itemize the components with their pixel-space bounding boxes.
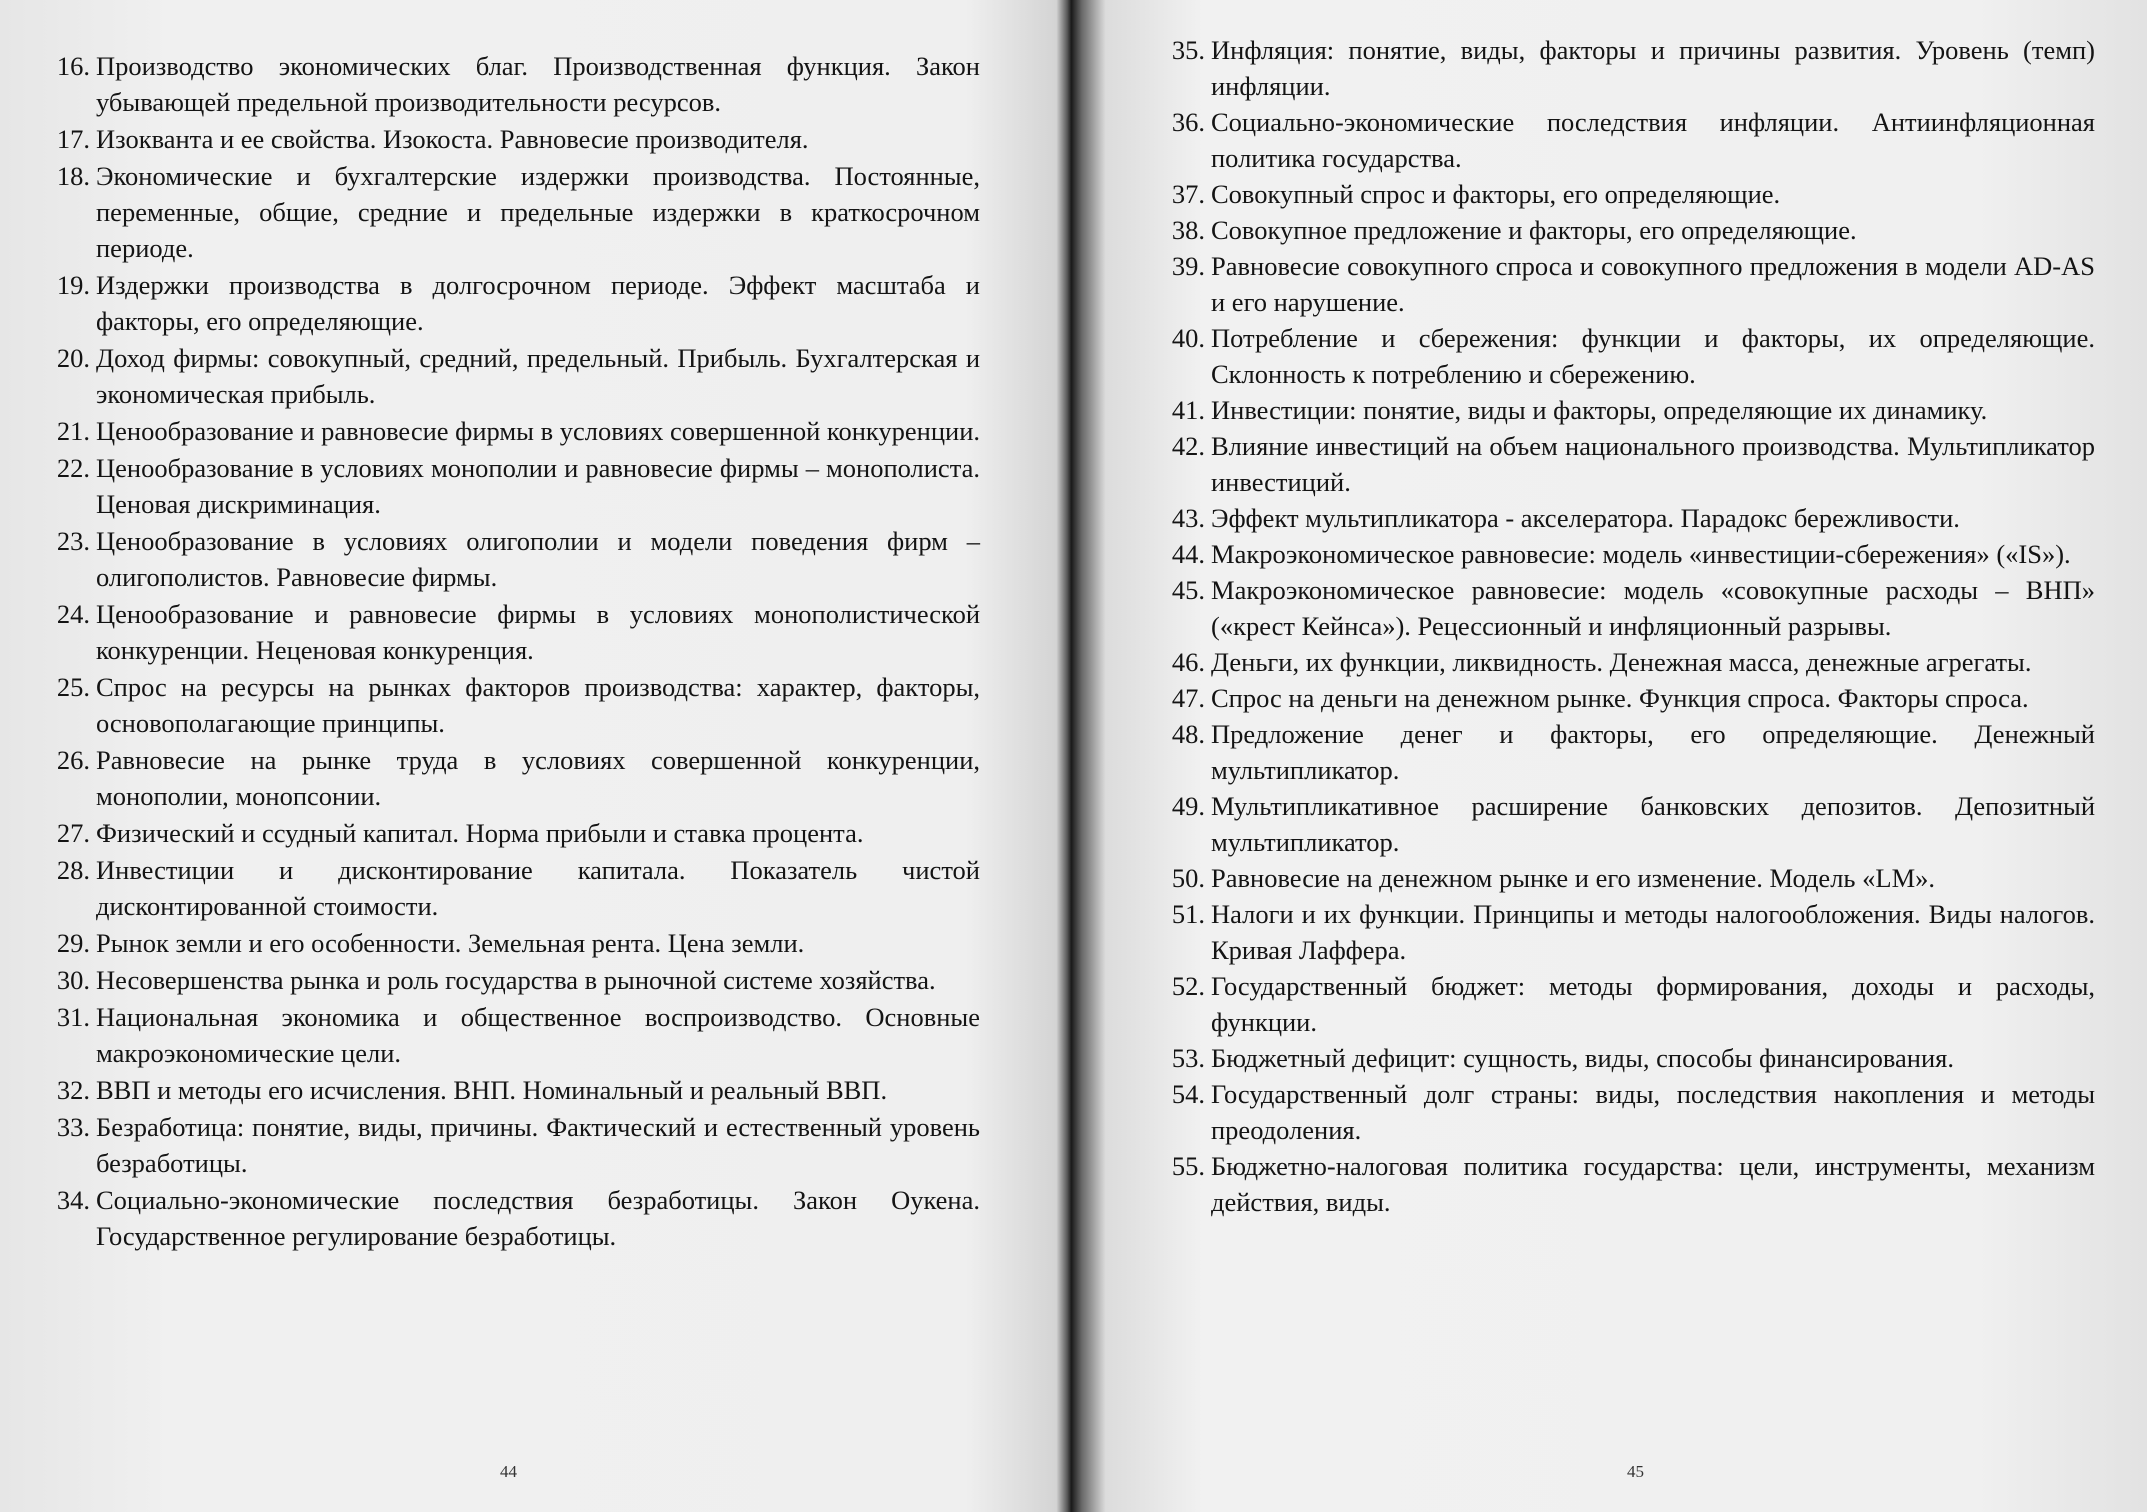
item-text: Государственный бюджет: методы формирования, доходы и расходы, функции. xyxy=(1211,971,2095,1037)
item-text: Равновесие совокупного спроса и совокупного предложения в модели AD-AS и его нарушение. xyxy=(1211,251,2095,317)
item-text: Социально-экономические последствия инфляции. Антиинфляционная политика государства. xyxy=(1211,107,2095,173)
item-number: 43. xyxy=(1171,503,1205,533)
item-text: Ценообразование в условиях монополии и равновесие фирмы – монополиста. Ценовая дискриминация. xyxy=(96,453,980,519)
list-item xyxy=(40,158,980,266)
list-item xyxy=(1155,536,2095,572)
item-text: Предложение денег и факторы, его определяющие. Денежный мультипликатор. xyxy=(1211,719,2095,785)
item-text: Рынок земли и его особенности. Земельная рента. Цена земли. xyxy=(96,928,805,958)
item-number: 27. xyxy=(56,818,90,848)
item-text: ВВП и методы его исчисления. ВНП. Номинальный и реальный ВВП. xyxy=(96,1075,888,1105)
list-item xyxy=(1155,212,2095,248)
item-text: Налоги и их функции. Принципы и методы налогообложения. Виды налогов. Кривая Лаффера. xyxy=(1211,899,2095,965)
item-text: Ценообразование и равновесие фирмы в условиях монополистической конкуренции. Неценовая конкуренция. xyxy=(96,599,980,665)
item-number: 25. xyxy=(56,672,90,702)
right-question-list xyxy=(1155,32,2095,1220)
item-number: 17. xyxy=(56,124,90,154)
item-number: 48. xyxy=(1171,719,1205,749)
list-item xyxy=(40,962,980,998)
item-text: Безработица: понятие, виды, причины. Фактический и естественный уровень безработицы. xyxy=(96,1112,980,1178)
item-text: Мультипликативное расширение банковских депозитов. Депозитный мультипликатор. xyxy=(1211,791,2095,857)
right-page xyxy=(1085,0,2147,1512)
list-item xyxy=(40,742,980,814)
item-number: 54. xyxy=(1171,1079,1205,1109)
item-number: 26. xyxy=(56,745,90,775)
list-item xyxy=(1155,896,2095,968)
item-text: Национальная экономика и общественное воспроизводство. Основные макроэкономические цели. xyxy=(96,1002,980,1068)
item-number: 16. xyxy=(56,51,90,81)
item-text: Влияние инвестиций на объем национального производства. Мультипликатор инвестиций. xyxy=(1211,431,2095,497)
item-text: Несовершенства рынка и роль государства в рыночной системе хозяйства. xyxy=(96,965,936,995)
item-text: Ценообразование и равновесие фирмы в условиях совершенной конкуренции. xyxy=(96,416,981,446)
item-number: 47. xyxy=(1171,683,1205,713)
right-page-number: 45 xyxy=(1627,1462,1644,1481)
list-item xyxy=(1155,176,2095,212)
list-item xyxy=(1155,428,2095,500)
item-text: Доход фирмы: совокупный, средний, предельный. Прибыль. Бухгалтерская и экономическая прибыль. xyxy=(96,343,980,409)
item-number: 24. xyxy=(56,599,90,629)
item-number: 19. xyxy=(56,270,90,300)
item-number: 22. xyxy=(56,453,90,483)
item-text: Макроэкономическое равновесие: модель «совокупные расходы – ВНП» («крест Кейнса»). Рецессионный и инфляционный разрывы. xyxy=(1211,575,2095,641)
item-text: Инфляция: понятие, виды, факторы и причины развития. Уровень (темп) инфляции. xyxy=(1211,35,2095,101)
list-item xyxy=(40,267,980,339)
list-item xyxy=(40,925,980,961)
item-number: 29. xyxy=(56,928,90,958)
list-item xyxy=(40,450,980,522)
list-item xyxy=(40,1072,980,1108)
item-number: 44. xyxy=(1171,539,1205,569)
item-text: Спрос на ресурсы на рынках факторов производства: характер, факторы, основополагающие принципы. xyxy=(96,672,980,738)
item-number: 51. xyxy=(1171,899,1205,929)
item-text: Бюджетно-налоговая политика государства: цели, инструменты, механизм действия, виды. xyxy=(1211,1151,2095,1217)
list-item xyxy=(1155,788,2095,860)
item-number: 45. xyxy=(1171,575,1205,605)
item-text: Ценообразование в условиях олигополии и модели поведения фирм – олигополистов. Равновесие фирмы. xyxy=(96,526,980,592)
item-text: Издержки производства в долгосрочном периоде. Эффект масштаба и факторы, его определяющие. xyxy=(96,270,980,336)
item-number: 41. xyxy=(1171,395,1205,425)
item-text: Производство экономических благ. Производственная функция. Закон убывающей предельной производительности ресурсов. xyxy=(96,51,980,117)
item-number: 46. xyxy=(1171,647,1205,677)
item-number: 31. xyxy=(56,1002,90,1032)
list-item xyxy=(40,523,980,595)
left-page-number: 44 xyxy=(500,1462,517,1481)
item-number: 40. xyxy=(1171,323,1205,353)
item-number: 34. xyxy=(56,1185,90,1215)
list-item xyxy=(40,340,980,412)
list-item xyxy=(1155,716,2095,788)
left-page xyxy=(0,0,1060,1512)
item-number: 55. xyxy=(1171,1151,1205,1181)
item-text: Физический и ссудный капитал. Норма прибыли и ставка процента. xyxy=(96,818,864,848)
list-item xyxy=(1155,644,2095,680)
item-text: Спрос на деньги на денежном рынке. Функция спроса. Факторы спроса. xyxy=(1211,683,2029,713)
item-text: Равновесие на рынке труда в условиях совершенной конкуренции, монополии, монопсонии. xyxy=(96,745,980,811)
item-number: 37. xyxy=(1171,179,1205,209)
list-item xyxy=(1155,500,2095,536)
list-item xyxy=(1155,104,2095,176)
list-item xyxy=(1155,572,2095,644)
item-number: 52. xyxy=(1171,971,1205,1001)
item-number: 28. xyxy=(56,855,90,885)
list-item xyxy=(1155,860,2095,896)
item-number: 21. xyxy=(56,416,90,446)
item-text: Совокупный спрос и факторы, его определяющие. xyxy=(1211,179,1781,209)
list-item xyxy=(1155,320,2095,392)
list-item xyxy=(40,669,980,741)
list-item xyxy=(40,596,980,668)
list-item xyxy=(40,1109,980,1181)
list-item xyxy=(40,413,980,449)
item-text: Экономические и бухгалтерские издержки производства. Постоянные, переменные, общие, средние и предельные издержки в краткосрочном периоде. xyxy=(96,161,980,263)
item-text: Макроэкономическое равновесие: модель «инвестиции-сбережения» («IS»). xyxy=(1211,539,2071,569)
item-text: Изокванта и ее свойства. Изокоста. Равновесие производителя. xyxy=(96,124,809,154)
item-text: Совокупное предложение и факторы, его определяющие. xyxy=(1211,215,1857,245)
list-item xyxy=(40,999,980,1071)
item-number: 49. xyxy=(1171,791,1205,821)
list-item xyxy=(1155,1148,2095,1220)
item-text: Потребление и сбережения: функции и факторы, их определяющие. Склонность к потреблению и сбережению. xyxy=(1211,323,2095,389)
list-item xyxy=(1155,1076,2095,1148)
list-item xyxy=(40,48,980,120)
list-item xyxy=(1155,1040,2095,1076)
item-text: Социально-экономические последствия безработицы. Закон Оукена. Государственное регулирование безработицы. xyxy=(96,1185,980,1251)
item-number: 39. xyxy=(1171,251,1205,281)
item-text: Деньги, их функции, ликвидность. Денежная масса, денежные агрегаты. xyxy=(1211,647,2032,677)
list-item xyxy=(40,852,980,924)
item-number: 32. xyxy=(56,1075,90,1105)
list-item xyxy=(1155,680,2095,716)
item-text: Инвестиции и дисконтирование капитала. Показатель чистой дисконтированной стоимости. xyxy=(96,855,980,921)
item-number: 53. xyxy=(1171,1043,1205,1073)
list-item xyxy=(40,121,980,157)
left-question-list xyxy=(40,48,980,1255)
item-number: 42. xyxy=(1171,431,1205,461)
list-item xyxy=(1155,968,2095,1040)
item-text: Равновесие на денежном рынке и его изменение. Модель «LM». xyxy=(1211,863,1936,893)
item-text: Инвестиции: понятие, виды и факторы, определяющие их динамику. xyxy=(1211,395,1988,425)
item-text: Бюджетный дефицит: сущность, виды, способы финансирования. xyxy=(1211,1043,1954,1073)
item-number: 50. xyxy=(1171,863,1205,893)
item-text: Эффект мультипликатора - акселератора. Парадокс бережливости. xyxy=(1211,503,1960,533)
list-item xyxy=(40,1182,980,1254)
item-number: 38. xyxy=(1171,215,1205,245)
item-text: Государственный долг страны: виды, последствия накопления и методы преодоления. xyxy=(1211,1079,2095,1145)
item-number: 30. xyxy=(56,965,90,995)
list-item xyxy=(1155,248,2095,320)
item-number: 36. xyxy=(1171,107,1205,137)
list-item xyxy=(1155,392,2095,428)
list-item xyxy=(40,815,980,851)
item-number: 23. xyxy=(56,526,90,556)
item-number: 20. xyxy=(56,343,90,373)
item-number: 33. xyxy=(56,1112,90,1142)
list-item xyxy=(1155,32,2095,104)
item-number: 35. xyxy=(1171,35,1205,65)
item-number: 18. xyxy=(56,161,90,191)
